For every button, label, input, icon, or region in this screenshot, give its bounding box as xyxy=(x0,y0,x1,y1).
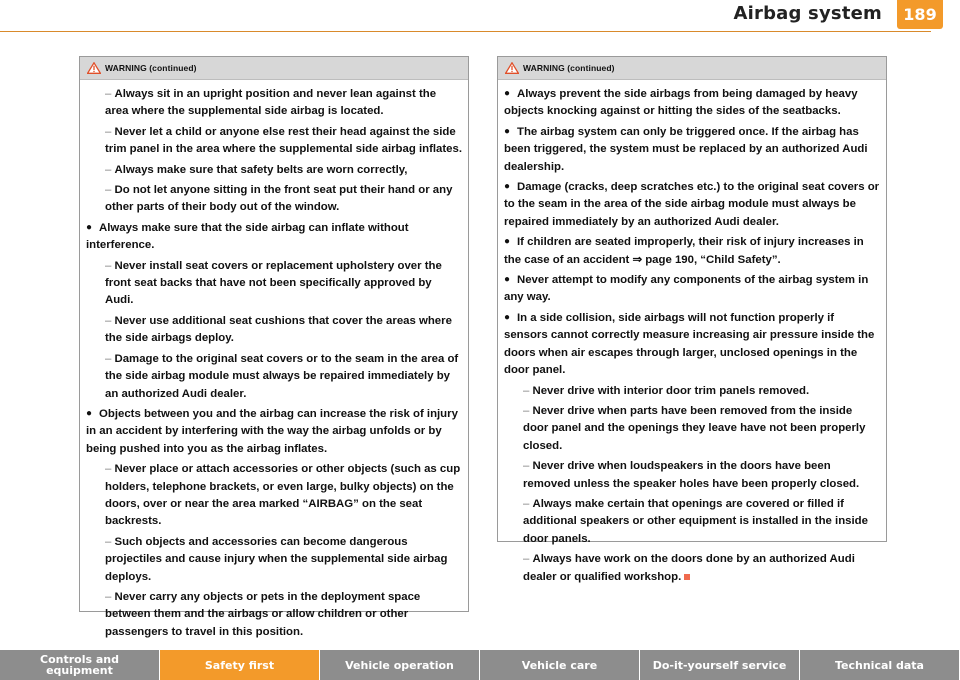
footer-tab-label: Vehicle care xyxy=(521,658,598,672)
sub-item xyxy=(86,182,462,217)
dash-marker: – xyxy=(523,384,533,397)
bullet-icon: ● xyxy=(504,274,511,286)
paragraph-text: Objects between you and the airbag can increase the risk of injury in an accident by interfering with the way the airbag unfolds or by being pushed into you as the airbag inflates. xyxy=(86,407,458,455)
sub-item xyxy=(86,589,462,641)
footer-tab-label: Safety first xyxy=(204,658,275,672)
sub-item xyxy=(504,403,880,455)
footer-tab-label: Technical data xyxy=(835,658,924,672)
paragraph-text: In a side collision, side airbags will not function properly if sensors cannot correctly measure increasing air pressure inside the doors when air escapes through larger, unclosed openings in the door panel. xyxy=(504,311,875,377)
bullet-item xyxy=(504,86,880,121)
bullet-item xyxy=(86,406,462,458)
bullet-icon: ● xyxy=(504,125,511,137)
paragraph-text: Never let a child or anyone else rest their head against the side trim panel in the area where the supplemental side airbag inflates. xyxy=(105,125,463,156)
sub-item xyxy=(86,258,462,310)
dash-marker: – xyxy=(523,460,533,473)
warning-triangle-icon xyxy=(87,62,101,74)
sub-item xyxy=(504,383,880,400)
dash-marker: – xyxy=(105,125,115,138)
footer-tab[interactable] xyxy=(800,650,960,680)
sub-item xyxy=(86,313,462,348)
header-rule xyxy=(0,31,931,32)
paragraph-text: Such objects and accessories can become dangerous projectiles and cause injury when the supplemental side airbag deploys. xyxy=(105,535,448,583)
sub-item xyxy=(86,534,462,586)
dash-marker: – xyxy=(105,463,115,476)
dash-marker: – xyxy=(523,404,533,417)
bullet-icon: ● xyxy=(86,221,93,233)
sub-item xyxy=(504,496,880,548)
paragraph-text: Never drive when parts have been removed from the inside door panel and the openings they leave have not been properly closed. xyxy=(523,404,866,452)
footer-tab-label: Do-it-yourself service xyxy=(652,658,787,672)
sub-item xyxy=(86,86,462,121)
paragraph-text: Never drive with interior door trim panels removed. xyxy=(532,384,810,397)
section-title: Airbag system xyxy=(733,3,882,24)
paragraph-text: Never use additional seat cushions that cover the areas where the side airbags deploy. xyxy=(105,314,452,345)
page-number: 189 xyxy=(897,0,943,29)
paragraph-text: Damage (cracks, deep scratches etc.) to the original seat covers or to the seam in the area of the side airbag module must always be repaired immediately by an authorized Audi dealer. xyxy=(504,181,880,228)
paragraph-text: Always make certain that openings are covered or filled if additional speakers or other equipment is installed in the inside door panels. xyxy=(523,497,868,545)
sub-item xyxy=(504,458,880,493)
bullet-icon: ● xyxy=(504,311,511,323)
sub-item xyxy=(86,124,462,159)
bullet-item xyxy=(504,272,880,307)
paragraph-text: Never carry any objects or pets in the deployment space between them and the airbags or allow children or other passengers to travel in this position. xyxy=(105,590,421,638)
paragraph-text: Always sit in an upright position and never lean against the area where the supplemental side airbag is located. xyxy=(105,88,437,118)
warning-heading: WARNING (continued) xyxy=(523,63,615,73)
footer-tab-label: Controls and equipment xyxy=(40,653,119,677)
paragraph-text: Never place or attach accessories or other objects (such as cup holders, telephone brackets, or even large, bulky objects) on the doors, over or near the area marked “AIRBAG” on the seat backrests. xyxy=(105,463,461,528)
warning-header xyxy=(498,57,886,80)
footer-tab[interactable] xyxy=(480,650,640,680)
warning-panel-left xyxy=(79,56,469,638)
dash-marker: – xyxy=(105,314,115,327)
left-panel-body xyxy=(80,80,468,641)
paragraph-text: The airbag system can only be triggered once. If the airbag has been triggered, the system must be replaced by an authorized Audi dealership. xyxy=(504,125,868,173)
dash-marker: – xyxy=(523,497,533,510)
dash-marker: – xyxy=(105,88,115,100)
paragraph-text: Always make sure that safety belts are worn correctly, xyxy=(114,163,408,176)
paragraph-text: Never drive when loudspeakers in the doors have been removed unless the speaker holes have been properly closed. xyxy=(523,460,860,490)
warning-panel-right xyxy=(497,56,887,583)
bullet-item xyxy=(86,220,462,255)
end-of-section-icon xyxy=(684,574,690,580)
paragraph-text: Damage to the original seat covers or to the seam in the area of the side airbag module must always be repaired immediately by an authorized Audi dealer. xyxy=(105,352,459,400)
sub-item xyxy=(504,551,880,586)
dash-marker: – xyxy=(105,352,115,365)
warning-triangle-icon xyxy=(505,62,519,74)
dash-marker: – xyxy=(105,259,115,272)
sub-item xyxy=(86,351,462,403)
bullet-icon: ● xyxy=(504,236,511,248)
footer-tab[interactable] xyxy=(160,650,320,680)
dash-marker: – xyxy=(105,163,115,176)
bullet-icon: ● xyxy=(86,407,93,419)
bullet-item xyxy=(504,234,880,269)
dash-marker: – xyxy=(105,590,115,603)
paragraph-text: Always have work on the doors done by an authorized Audi dealer or qualified workshop. xyxy=(523,553,855,583)
footer-tab[interactable] xyxy=(320,650,480,680)
paragraph-text: Never attempt to modify any components of the airbag system in any way. xyxy=(504,274,869,304)
bullet-item xyxy=(504,124,880,176)
footer-nav xyxy=(0,650,960,680)
footer-tab[interactable] xyxy=(0,650,160,680)
bullet-item xyxy=(504,310,880,380)
dash-marker: – xyxy=(105,535,115,548)
dash-marker: – xyxy=(523,553,533,566)
paragraph-text: Never install seat covers or replacement upholstery over the front seat backs that have not been specifically approved by Audi. xyxy=(105,259,442,307)
footer-tab-label: Vehicle operation xyxy=(345,658,454,672)
paragraph-text: If children are seated improperly, their risk of injury increases in the case of an accident ⇒ page 190, “Child Safety”. xyxy=(504,236,864,266)
right-panel-body xyxy=(498,80,886,586)
footer-tab[interactable] xyxy=(640,650,800,680)
dash-marker: – xyxy=(105,184,115,197)
sub-item xyxy=(86,162,462,179)
paragraph-text: Do not let anyone sitting in the front seat put their hand or any other parts of their body out of the window. xyxy=(105,184,453,214)
bullet-icon: ● xyxy=(504,88,511,99)
paragraph-text: Always prevent the side airbags from being damaged by heavy objects knocking against or hitting the sides of the seatbacks. xyxy=(504,88,858,118)
sub-item xyxy=(86,461,462,531)
bullet-item xyxy=(504,179,880,231)
warning-heading: WARNING (continued) xyxy=(105,63,197,73)
bullet-icon: ● xyxy=(504,181,511,193)
warning-header xyxy=(80,57,468,80)
paragraph-text: Always make sure that the side airbag can inflate without interference. xyxy=(86,221,409,252)
